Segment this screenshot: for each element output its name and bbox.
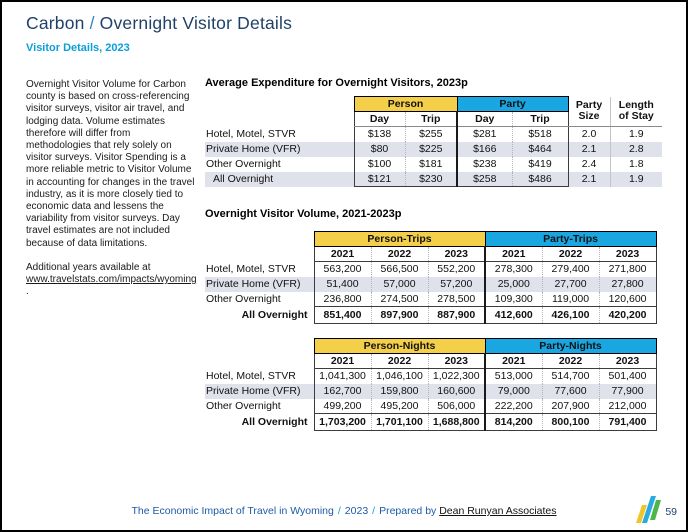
spacer-cell [205,97,354,112]
cell: 1,022,300 [428,369,485,384]
row-label: Other Overnight [206,293,281,305]
expenditure-table-title: Average Expenditure for Overnight Visitors, 2023p [205,77,468,89]
table-row [205,292,656,307]
nights-table [205,338,657,431]
cell: 1,701,100 [371,414,428,431]
cell: 1.8 [610,157,662,172]
year-header: 2022 [371,354,428,369]
row-label: Hotel, Motel, STVR [206,128,296,140]
year-header: 2021 [485,247,542,262]
table-row [205,399,656,414]
cell: $238 [457,157,512,172]
cell: $464 [512,142,568,157]
spacer-cell [205,339,314,354]
cell: $518 [512,127,568,142]
person-day-header: Day [354,112,405,127]
cell: $181 [405,157,457,172]
party-group-header: Party [457,97,568,112]
page-title [26,13,292,34]
cell: 51,400 [314,277,371,292]
table-row [205,142,662,157]
sidebar-note [26,79,198,298]
cell: 279,400 [542,262,599,277]
year-header: 2021 [314,354,371,369]
cell: 887,900 [428,307,485,324]
row-label: Private Home (VFR) [205,384,314,399]
row-label: Hotel, Motel, STVR [206,263,296,275]
cell: $419 [512,157,568,172]
cell: $281 [457,127,512,142]
expenditure-group-header-row [205,97,662,112]
cell: 2.0 [581,128,597,141]
year-header: 2022 [542,247,599,262]
cell: 57,000 [371,277,428,292]
table-row [205,262,656,277]
cell: 159,800 [371,384,428,399]
cell: 499,200 [314,399,371,414]
row-label: Private Home (VFR) [205,142,354,157]
row-label: Hotel, Motel, STVR [206,370,296,382]
trips-group-header-row [205,232,656,247]
footer-separator: / [372,505,376,517]
row-label: Private Home (VFR) [205,277,314,292]
person-nights-header: Person-Nights [314,339,485,354]
cell: 236,800 [314,292,371,307]
person-trip-header: Trip [405,112,457,127]
cell: $121 [354,172,405,187]
additional-years-period: . [26,286,29,298]
travelstats-link[interactable]: www.travelstats.com/impacts/wyoming [26,274,197,286]
total-row [205,307,656,324]
title-separator: / [89,13,95,33]
cell: 800,100 [542,414,599,431]
expenditure-table [205,96,662,187]
cell: 506,000 [428,399,485,414]
footer-text [2,505,686,517]
page-number: 59 [665,506,677,518]
cell: 120,600 [599,292,656,307]
party-day-header: Day [457,112,512,127]
cell: $225 [405,142,457,157]
spacer-cell [205,232,314,247]
cell: 162,700 [314,384,371,399]
year-header: 2023 [428,354,485,369]
party-size-header: Party Size [568,97,610,127]
cell: $230 [405,172,457,187]
cell: 2.1 [568,142,610,157]
row-label: Other Overnight [206,158,281,170]
cell: 274,500 [371,292,428,307]
table-row [205,384,656,399]
logo-stripes-icon [634,496,661,523]
methodology-paragraph: Overnight Visitor Volume for Carbon county is based on cross-referencing visitor surveys, visitor air travel, and lodging data. Volume estimates therefore will differ from methodologies that rely solely on visitor surveys. Visitor Spending is a more reliable metric to Visitor Volume in accounting for changes in the travel industry, as it is more closely tied to economic data and lessens the variability from visitor surveys. Day travel estimates are not included because of data limitations. [26,79,195,249]
year-header: 2023 [599,247,656,262]
row-label: All Overnight [241,416,308,428]
trips-year-header-row [205,247,656,262]
total-row [205,414,656,431]
cell: 2.1 [568,172,610,187]
cell: 160,600 [428,384,485,399]
person-group-header: Person [354,97,457,112]
year-header: 2023 [599,354,656,369]
year-header: 2021 [314,247,371,262]
cell: 1.9 [610,172,662,187]
party-trip-header: Trip [512,112,568,127]
cell: 897,900 [371,307,428,324]
cell: 77,900 [599,384,656,399]
spacer-cell [205,112,354,127]
cell: 222,200 [485,399,542,414]
cell: 513,000 [485,369,542,384]
nights-group-header-row [205,339,656,354]
cell: 412,600 [485,307,542,324]
table-row [205,277,656,292]
cell: $80 [354,142,405,157]
cell: 212,000 [599,399,656,414]
year-header: 2023 [428,247,485,262]
title-text: Overnight Visitor Details [99,13,293,33]
spacer-cell [205,354,314,369]
year-header: 2022 [371,247,428,262]
cell: $255 [405,127,457,142]
footer-separator: / [337,505,341,517]
dean-runyan-link[interactable]: Dean Runyan Associates [439,505,557,517]
cell: $166 [457,142,512,157]
cell: 119,000 [542,292,599,307]
spacer-cell [205,247,314,262]
cell: 1,688,800 [428,414,485,431]
cell: 278,500 [428,292,485,307]
year-header: 2021 [485,354,542,369]
footer-report-title: The Economic Impact of Travel in Wyoming [131,505,334,517]
additional-years-text: Additional years available at [26,261,151,273]
volume-section-title: Overnight Visitor Volume, 2021-2023p [205,208,402,220]
page-header [26,13,292,54]
cell: $138 [354,127,405,142]
row-label: All Overnight [241,309,308,321]
table-row [205,172,662,187]
cell: $100 [354,157,405,172]
footer-year: 2023 [344,505,369,517]
table-row [205,127,662,142]
cell: 278,300 [485,262,542,277]
length-of-stay-header: Length of Stay [610,97,662,127]
cell: 1,041,300 [314,369,371,384]
cell: 791,400 [599,414,656,431]
row-label: Other Overnight [206,400,281,412]
nights-year-header-row [205,354,656,369]
year-header: 2022 [542,354,599,369]
person-trips-header: Person-Trips [314,232,485,247]
cell: 27,800 [599,277,656,292]
title-region: Carbon [26,13,85,33]
cell: 109,300 [485,292,542,307]
party-trips-header: Party-Trips [485,232,656,247]
cell: 501,400 [599,369,656,384]
cell: 1,046,100 [371,369,428,384]
cell: 552,200 [428,262,485,277]
cell: 271,800 [599,262,656,277]
cell: 1.9 [610,127,662,142]
party-nights-header: Party-Nights [485,339,656,354]
cell: 514,700 [542,369,599,384]
cell: $486 [512,172,568,187]
cell: 851,400 [314,307,371,324]
cell: 79,000 [485,384,542,399]
cell: 420,200 [599,307,656,324]
cell: 1,703,200 [314,414,371,431]
cell: 2.8 [610,142,662,157]
additional-years-paragraph [26,262,198,299]
trips-table [205,231,657,324]
cell: 495,200 [371,399,428,414]
cell: 77,600 [542,384,599,399]
cell: 57,200 [428,277,485,292]
cell: 207,900 [542,399,599,414]
cell: 563,200 [314,262,371,277]
row-label: All Overnight [205,172,354,187]
footer-prepared-by: Prepared by [379,505,437,517]
cell: 814,200 [485,414,542,431]
cell: 2.4 [581,158,597,170]
table-row [205,157,662,172]
page-subtitle: Visitor Details, 2023 [26,42,130,54]
cell: 426,100 [542,307,599,324]
cell: $258 [457,172,512,187]
cell: 25,000 [485,277,542,292]
cell: 27,700 [542,277,599,292]
table-row [205,369,656,384]
cell: 566,500 [371,262,428,277]
